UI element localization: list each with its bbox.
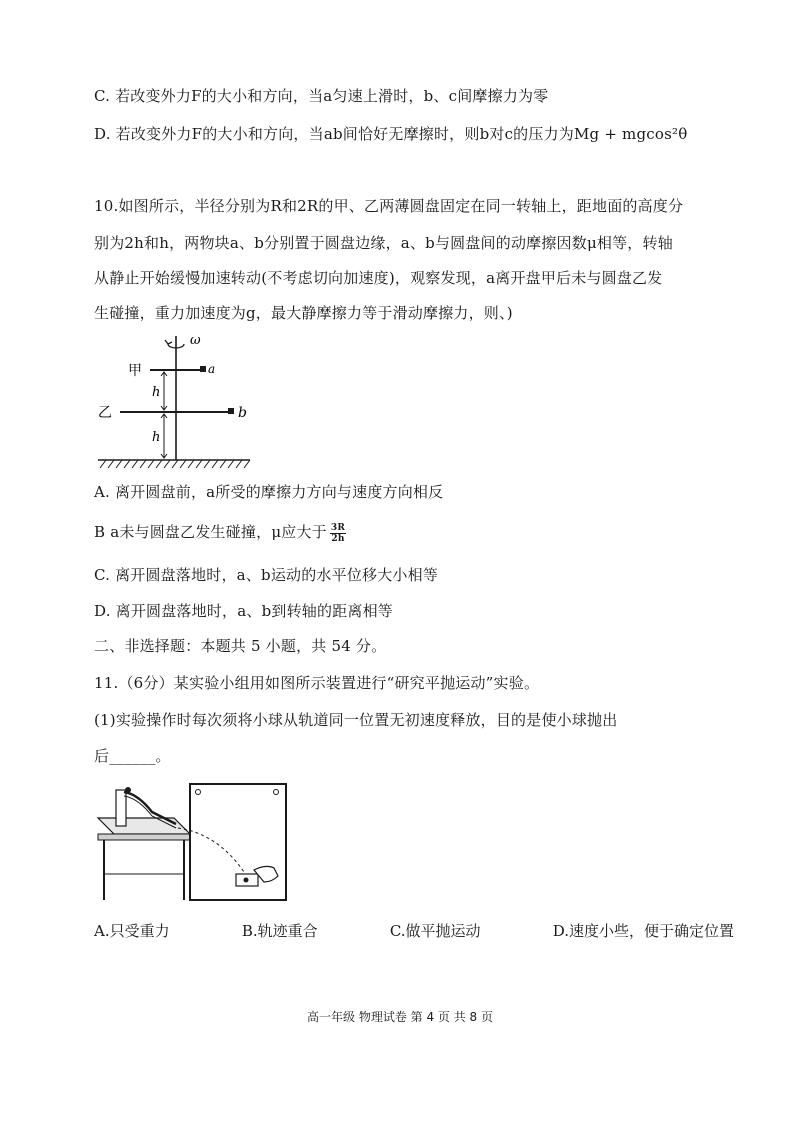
ball [125, 787, 131, 793]
table-edge [98, 834, 190, 840]
q11-sub1-line-1: (1)实验操作时每次须将小球从轨道同一位置无初速度释放，目的是使小球抛出 [94, 711, 618, 729]
q11-option-c: C.做平抛运动 [389, 922, 481, 940]
q11-options [94, 920, 734, 941]
block-b [228, 408, 234, 414]
section-2-heading: 二、非选择题：本题共 5 小题，共 54 分。 [94, 637, 387, 655]
table-top [98, 818, 190, 834]
q10-option-b-text: B a未与圆盘乙发生碰撞，μ应大于 [94, 523, 327, 541]
h-upper-label: h [152, 385, 161, 400]
h-lower-label: h [152, 430, 161, 445]
q10-option-b-fraction [330, 523, 346, 544]
fraction-denominator: 2h [331, 533, 345, 544]
q10-option-c: C. 离开圆盘落地时，a、b运动的水平位移大小相等 [94, 566, 439, 584]
q11-option-a: A.只受重力 [94, 922, 170, 940]
label-a: a [208, 362, 216, 376]
q10-stem-line-4: 生碰撞，重力加速度为g，最大静摩擦力等于滑动摩擦力，则、) [94, 304, 513, 322]
page-footer: 高一年级 物理试卷 第 4 页 共 8 页 [307, 1010, 493, 1024]
q10-stem-line-2: 别为2h和h，两物块a、b分别置于圆盘边缘，a、b与圆盘间的动摩擦因数μ相等，转轴 [94, 234, 673, 252]
label-b: b [238, 405, 247, 421]
q10-option-a: A. 离开圆盘前，a所受的摩擦力方向与速度方向相反 [94, 483, 444, 501]
q11-stem: 11.（6分）某实验小组用如图所示装置进行“研究平抛运动”实验。 [94, 674, 540, 692]
q9-option-c: C. 若改变外力F的大小和方向，当a匀速上滑时，b、c间摩擦力为零 [94, 87, 549, 105]
label-yi: 乙 [98, 405, 112, 421]
label-jia: 甲 [128, 363, 142, 379]
q11-apparatus-diagram [94, 778, 294, 903]
q9-option-d: D. 若改变外力F的大小和方向，当ab间恰好无摩擦时，则b对c的压力为Mg + mgcos²θ [94, 125, 688, 143]
q10-stem-line-1: 10.如图所示，半径分别为R和2R的甲、乙两薄圆盘固定在同一转轴上，距地面的高度分 [94, 197, 684, 215]
q10-option-b [94, 522, 346, 544]
ground-hatching [100, 460, 250, 468]
q10-disk-diagram [94, 330, 264, 470]
fraction-numerator: 3R [330, 522, 346, 533]
omega-label: ω [190, 333, 201, 348]
q11-sub1-line-2: 后______。 [94, 747, 171, 765]
track-stand [116, 790, 126, 826]
block-a [200, 366, 206, 372]
q10-stem-line-3: 从静止开始缓慢加速转动(不考虑切向加速度)，观察发现，a离开盘甲后未与圆盘乙发 [94, 269, 663, 287]
q10-option-d: D. 离开圆盘落地时，a、b到转轴的距离相等 [94, 602, 393, 620]
q11-option-d: D.速度小些，便于确定位置 [552, 922, 734, 940]
q11-option-b: B.轨迹重合 [241, 922, 318, 940]
